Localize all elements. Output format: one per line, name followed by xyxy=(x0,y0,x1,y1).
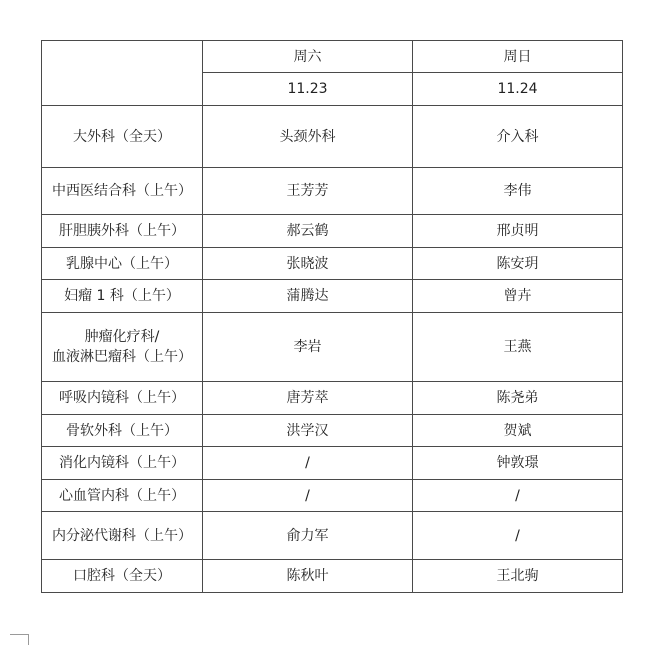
saturday-cell: 张晓波 xyxy=(203,248,413,280)
sunday-cell: 钟敦璟 xyxy=(413,447,623,480)
saturday-cell: 郝云鹤 xyxy=(203,215,413,248)
sunday-cell: 李伟 xyxy=(413,168,623,215)
saturday-cell: 头颈外科 xyxy=(203,106,413,168)
table-row xyxy=(42,248,623,280)
sunday-cell: 陈安玥 xyxy=(413,248,623,280)
dept-cell: 乳腺中心（上午） xyxy=(42,248,203,280)
saturday-cell: 洪学汉 xyxy=(203,415,413,447)
table-row xyxy=(42,313,623,382)
sunday-cell: 王燕 xyxy=(413,313,623,382)
sunday-cell: 陈尧弟 xyxy=(413,382,623,415)
page-corner-mark xyxy=(10,634,29,645)
saturday-cell: / xyxy=(203,480,413,512)
date-sunday: 11.24 xyxy=(413,73,623,106)
date-saturday: 11.23 xyxy=(203,73,413,106)
saturday-cell: 俞力军 xyxy=(203,512,413,560)
table-row xyxy=(42,415,623,447)
dept-cell: 中西医结合科（上午） xyxy=(42,168,203,215)
saturday-cell: 蒲腾达 xyxy=(203,280,413,313)
dept-cell: 口腔科（全天） xyxy=(42,560,203,593)
dept-cell: 大外科（全天） xyxy=(42,106,203,168)
saturday-cell: 唐芳萃 xyxy=(203,382,413,415)
table-row xyxy=(42,447,623,480)
header-day-row xyxy=(42,41,623,73)
sunday-cell: 曾卉 xyxy=(413,280,623,313)
table-row xyxy=(42,215,623,248)
table-row xyxy=(42,106,623,168)
table-row xyxy=(42,560,623,593)
table-row xyxy=(42,480,623,512)
corner-cell xyxy=(42,41,203,106)
sunday-cell: 贺斌 xyxy=(413,415,623,447)
dept-cell: 骨软外科（上午） xyxy=(42,415,203,447)
table-row xyxy=(42,382,623,415)
duty-schedule-table xyxy=(41,40,623,593)
dept-cell: 呼吸内镜科（上午） xyxy=(42,382,203,415)
saturday-cell: / xyxy=(203,447,413,480)
sunday-cell: 介入科 xyxy=(413,106,623,168)
saturday-cell: 王芳芳 xyxy=(203,168,413,215)
dept-cell: 妇瘤 1 科（上午） xyxy=(42,280,203,313)
table-row xyxy=(42,280,623,313)
sunday-cell: / xyxy=(413,480,623,512)
dept-cell: 心血管内科（上午） xyxy=(42,480,203,512)
day-sunday: 周日 xyxy=(413,41,623,73)
dept-cell: 消化内镜科（上午） xyxy=(42,447,203,480)
saturday-cell: 李岩 xyxy=(203,313,413,382)
day-saturday: 周六 xyxy=(203,41,413,73)
table-row xyxy=(42,168,623,215)
table-row xyxy=(42,512,623,560)
dept-cell: 肿瘤化疗科/ 血液淋巴瘤科（上午） xyxy=(42,313,203,382)
saturday-cell: 陈秋叶 xyxy=(203,560,413,593)
dept-cell: 内分泌代谢科（上午） xyxy=(42,512,203,560)
dept-cell: 肝胆胰外科（上午） xyxy=(42,215,203,248)
sunday-cell: / xyxy=(413,512,623,560)
sunday-cell: 王北驹 xyxy=(413,560,623,593)
sunday-cell: 邢贞明 xyxy=(413,215,623,248)
